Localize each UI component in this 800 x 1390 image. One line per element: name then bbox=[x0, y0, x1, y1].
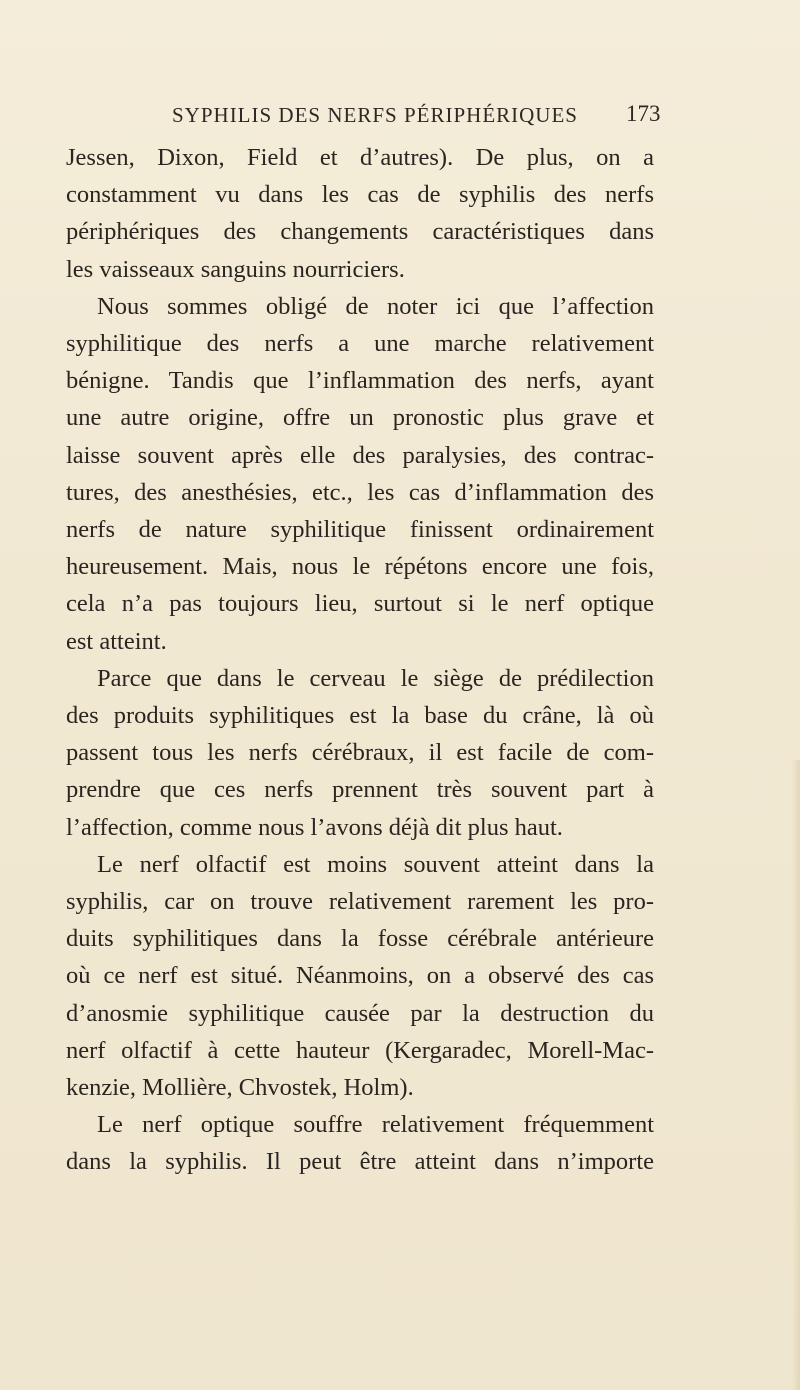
text-line: cela n’a pas toujours lieu, surtout si le nerf optique bbox=[66, 590, 654, 618]
text-line: Le nerf olfactif est moins souvent atteint dans la bbox=[97, 850, 654, 878]
text-line: une autre origine, offre un pronostic plus grave et bbox=[66, 404, 654, 432]
text-line: constamment vu dans les cas de syphilis des nerfs bbox=[66, 181, 654, 209]
text-line: Parce que dans le cerveau le siège de prédilection bbox=[97, 664, 654, 692]
text-line: prendre que ces nerfs prennent très souvent part à bbox=[66, 776, 654, 804]
text-line: les vaisseaux sanguins nourriciers. bbox=[66, 255, 405, 283]
text-line: Jessen, Dixon, Field et d’autres). De plus, on a bbox=[66, 144, 654, 171]
text-line: kenzie, Mollière, Chvostek, Holm). bbox=[66, 1074, 414, 1102]
page-number: 173 bbox=[626, 101, 661, 126]
text-line: l’affection, comme nous l’avons déjà dit plus haut. bbox=[66, 813, 563, 841]
text-line: dans la syphilis. Il peut être atteint dans n’importe bbox=[66, 1148, 654, 1176]
text-line: Nous sommes obligé de noter ici que l’affection bbox=[97, 292, 654, 320]
text-line: nerfs de nature syphilitique finissent ordinairement bbox=[66, 516, 654, 544]
text-line: passent tous les nerfs cérébraux, il est facile de com- bbox=[66, 739, 654, 767]
text-line: bénigne. Tandis que l’inflammation des nerfs, ayant bbox=[66, 367, 654, 395]
page-edge-discoloration bbox=[792, 760, 800, 1390]
text-line: Le nerf optique souffre relativement fréquemment bbox=[97, 1111, 654, 1139]
text-line: nerf olfactif à cette hauteur (Kergaradec, Morell-Mac- bbox=[66, 1036, 654, 1064]
text-line: duits syphilitiques dans la fosse cérébrale antérieure bbox=[66, 925, 654, 953]
body-text bbox=[66, 139, 654, 1181]
running-header-title: SYPHILIS DES NERFS PÉRIPHÉRIQUES bbox=[172, 103, 578, 127]
text-line: d’anosmie syphilitique causée par la destruction du bbox=[66, 999, 654, 1027]
text-line: où ce nerf est situé. Néanmoins, on a observé des cas bbox=[66, 962, 654, 990]
text-line: laisse souvent après elle des paralysies, des contrac- bbox=[66, 441, 654, 469]
text-line: syphilis, car on trouve relativement rarement les pro- bbox=[66, 888, 654, 916]
text-line: syphilitique des nerfs a une marche relativement bbox=[66, 330, 654, 358]
text-line: des produits syphilitiques est la base du crâne, là où bbox=[66, 702, 654, 730]
text-line: tures, des anesthésies, etc., les cas d’inflammation des bbox=[66, 478, 654, 506]
text-line: heureusement. Mais, nous le répétons encore une fois, bbox=[66, 553, 654, 581]
text-line: périphériques des changements caractéristiques dans bbox=[66, 218, 654, 246]
text-line: est atteint. bbox=[66, 627, 167, 655]
